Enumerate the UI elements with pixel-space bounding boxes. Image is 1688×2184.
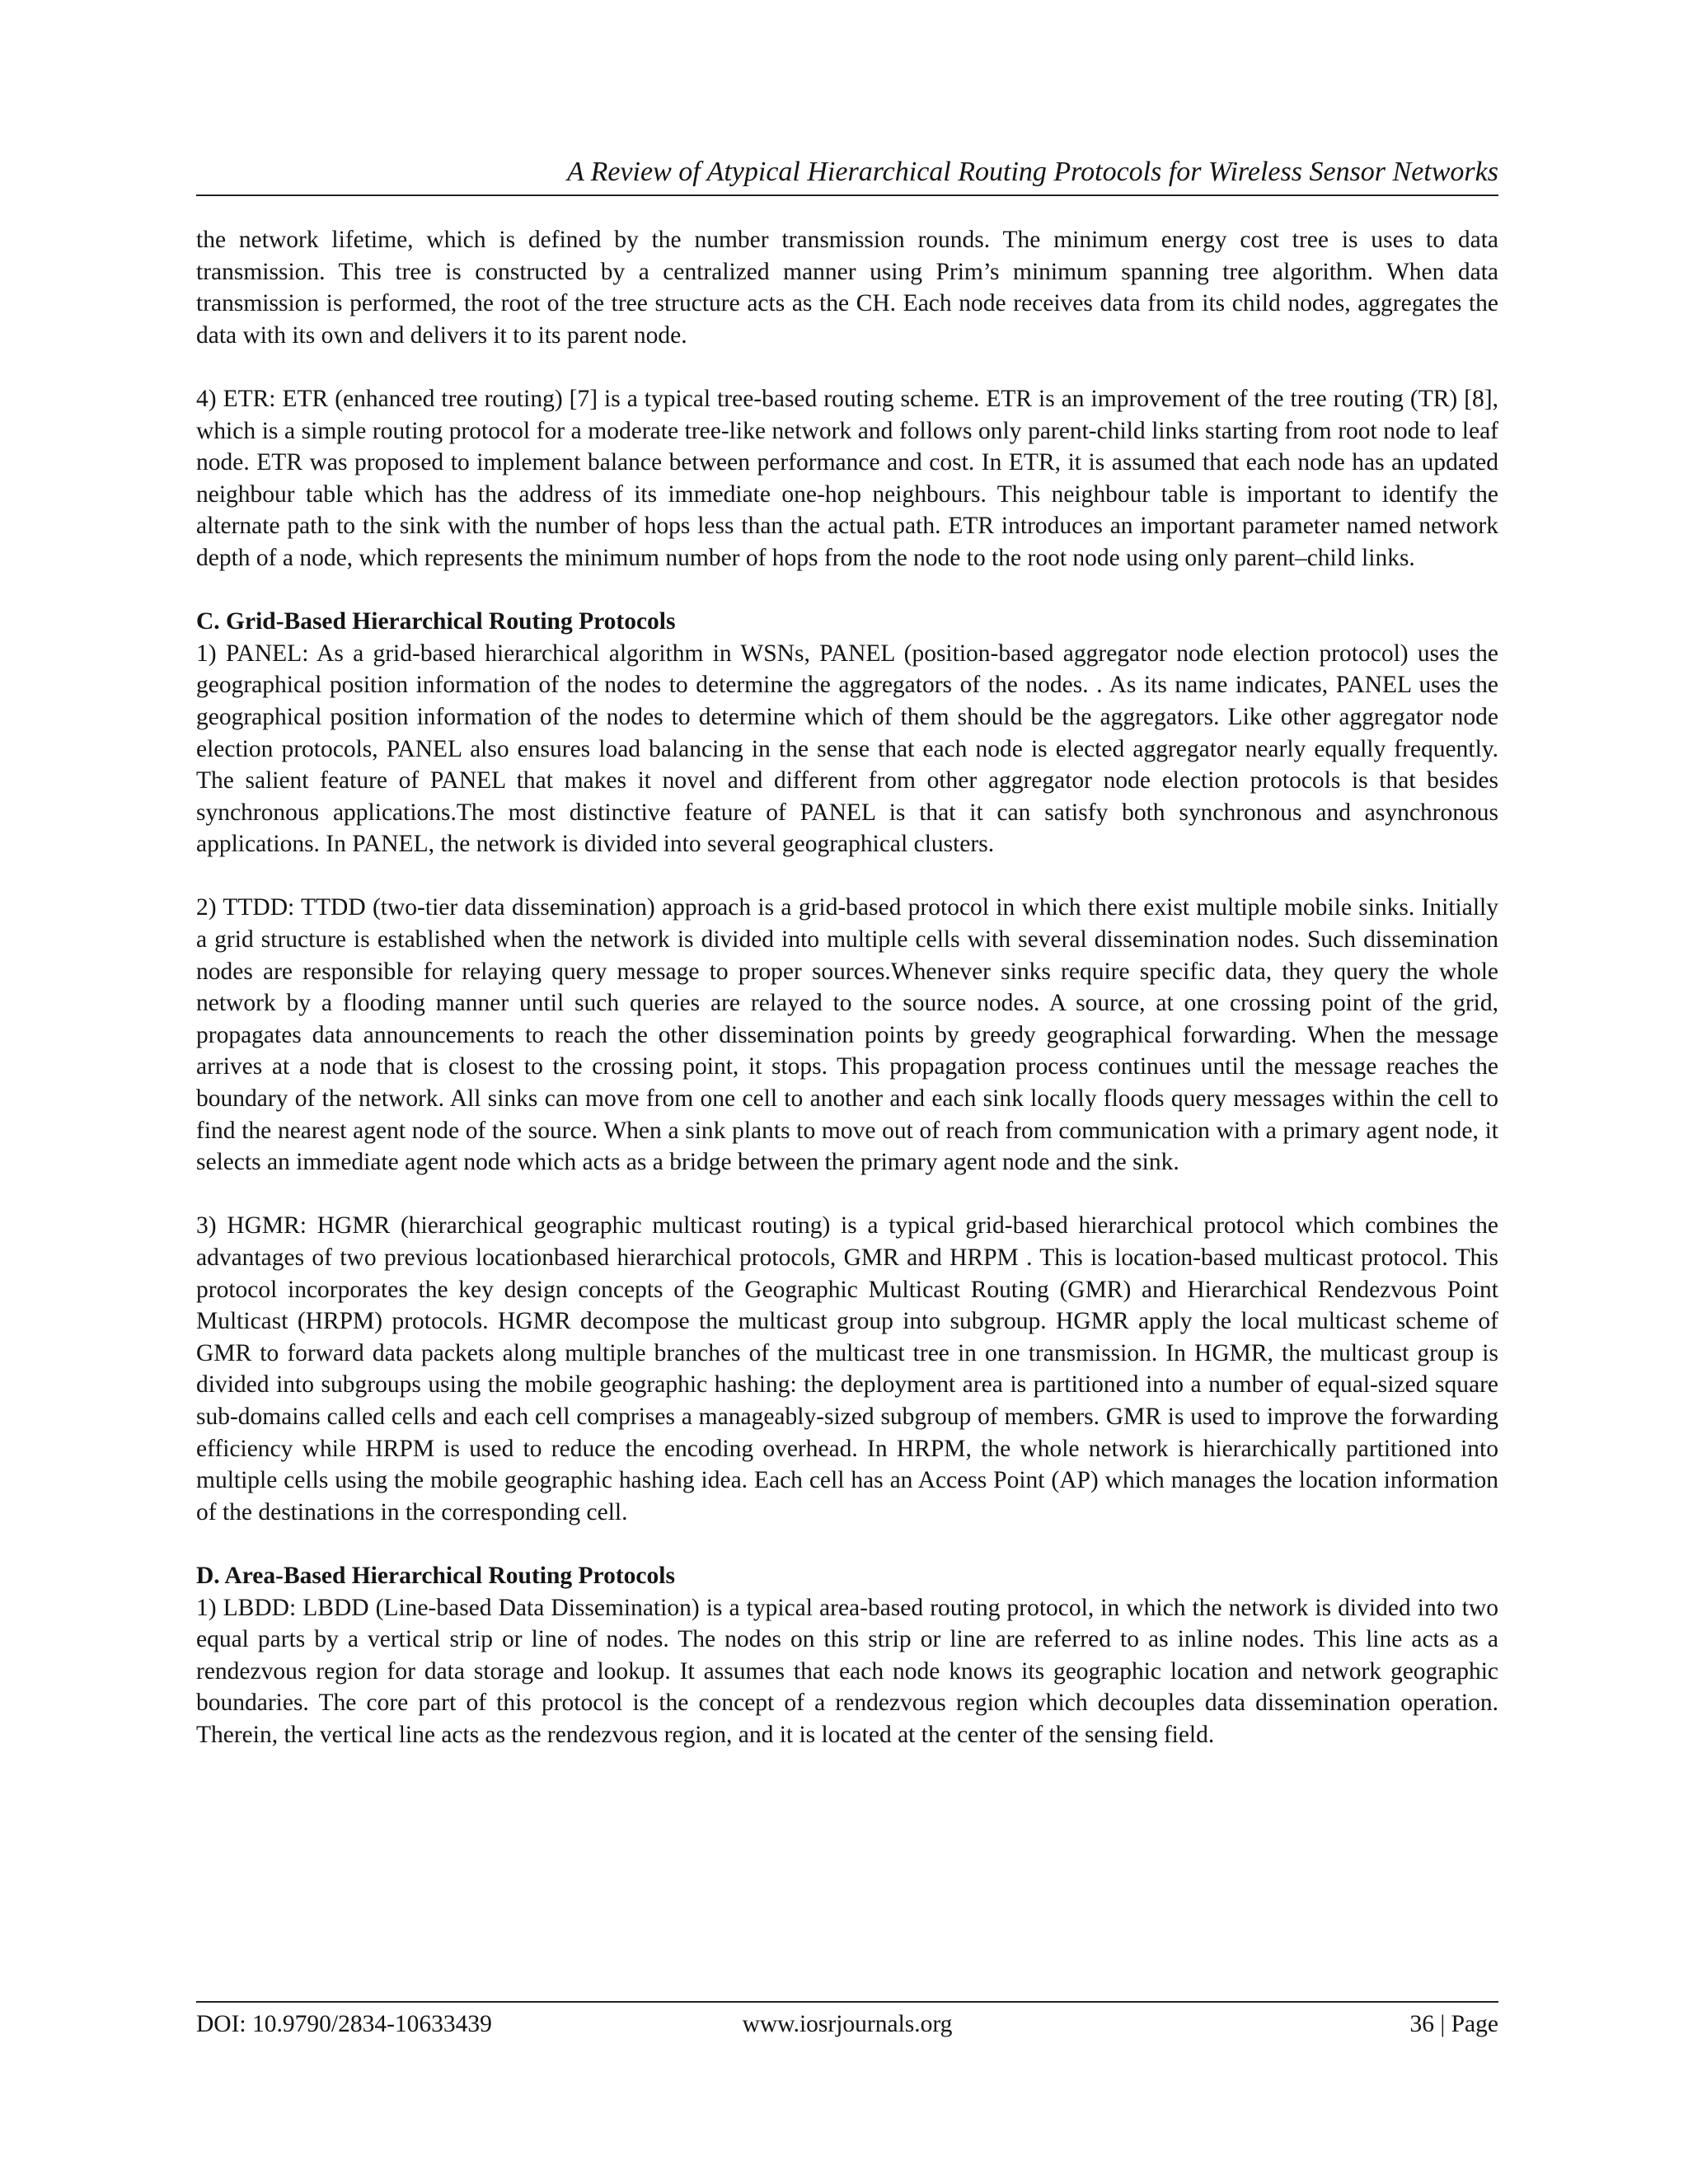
journal-page [196, 0, 1498, 2184]
paragraph-gap [196, 1528, 1498, 1560]
paragraph-gap [196, 351, 1498, 383]
paragraph-etr: 4) ETR: ETR (enhanced tree routing) [7] is a typical tree-based routing scheme. ETR is an improvement of the tree routing (TR) [8], which is a simple routing protocol for a moderate tree-like network and follows only parent-child links starting from root node to leaf node. ETR was proposed to implement balance between performance and cost. In ETR, it is assumed that each node has an updated neighbour table which has the address of its immediate one-hop neighbours. This neighbour table is important to identify the alternate path to the sink with the number of hops less than the actual path. ETR introduces an important parameter named network depth of a node, which represents the minimum number of hops from the node to the root node using only parent–child links. [196, 385, 1498, 571]
paragraph-ttdd: 2) TTDD: TTDD (two-tier data dissemination) approach is a grid-based protocol in which there exist multiple mobile sinks. Initially a grid structure is established when the network is divided into multiple cells with several dissemination nodes. Such dissemination nodes are responsible for relaying query message to proper sources.Whenever sinks require specific data, they query the whole network by a flooding manner until such queries are relayed to the source nodes. A source, at one crossing point of the grid, propagates data announcements to reach the other dissemination points by greedy geographical forwarding. When the message arrives at a node that is closest to the crossing point, it stops. This propagation process continues until the message reaches the boundary of the network. All sinks can move from one cell to another and each sink locally floods query messages within the cell to find the nearest agent node of the source. When a sink plants to move out of reach from communication with a primary agent node, it selects an immediate agent node which acts as a bridge between the primary agent node and the sink. [196, 894, 1498, 1176]
footer-page-number: 36 | Page [1409, 2011, 1498, 2037]
paragraph-gap [196, 1179, 1498, 1211]
paragraph-network-lifetime: the network lifetime, which is defined by the number transmission rounds. The minimum energy cost tree is uses to data transmission. This tree is constructed by a centralized manner using Prim’s minimum spanning tree algorithm. When data transmission is performed, the root of the tree structure acts as the CH. Each node receives data from its child nodes, aggregates the data with its own and delivers it to its parent node. [196, 227, 1498, 349]
paragraph-gap [196, 860, 1498, 893]
paragraph-hgmr: 3) HGMR: HGMR (hierarchical geographic multicast routing) is a typical grid-based hierarchical protocol which combines the advantages of two previous locationbased hierarchical protocols, GMR and HRPM . This is location-based multicast protocol. This protocol incorporates the key design concepts of the Geographic Multicast Routing (GMR) and Hierarchical Rendezvous Point Multicast (HRPM) protocols. HGMR decompose the multicast group into subgroup. HGMR apply the local multicast scheme of GMR to forward data packets along multiple branches of the multicast tree in one transmission. In HGMR, the multicast group is divided into subgroups using the mobile geographic hashing: the deployment area is partitioned into a number of equal-sized square sub-domains called cells and each cell comprises a manageably-sized subgroup of members. GMR is used to improve the forwarding efficiency while HRPM is used to reduce the encoding overhead. In HRPM, the whole network is hierarchically partitioned into multiple cells using the mobile geographic hashing idea. Each cell has an Access Point (AP) which manages the location information of the destinations in the corresponding cell. [196, 1212, 1498, 1526]
header-rule [196, 194, 1498, 196]
footer-doi: DOI: 10.9790/2834-10633439 [196, 2011, 492, 2037]
page-footer [196, 2008, 1498, 2041]
section-heading-grid-based: C. Grid-Based Hierarchical Routing Protocols [196, 608, 676, 635]
section-heading-area-based: D. Area-Based Hierarchical Routing Protocols [196, 1562, 675, 1589]
running-header: A Review of Atypical Hierarchical Routing Protocols for Wireless Sensor Networks [566, 157, 1498, 187]
paragraph-lbdd: 1) LBDD: LBDD (Line-based Data Dissemination) is a typical area-based routing protocol, in which the network is divided into two equal parts by a vertical strip or line of nodes. The nodes on this strip or line are referred to as inline nodes. This line acts as a rendezvous region for data storage and lookup. It assumes that each node knows its geographic location and network geographic boundaries. The core part of this protocol is the concept of a rendezvous region which decouples data dissemination operation. Therein, the vertical line acts as the rendezvous region, and it is located at the center of the sensing field. [196, 1594, 1498, 1748]
footer-website: www.iosrjournals.org [742, 2011, 953, 2037]
article-body [196, 224, 1498, 1751]
paragraph-panel: 1) PANEL: As a grid-based hierarchical algorithm in WSNs, PANEL (position-based aggregator node election protocol) uses the geographical position information of the nodes to determine the aggregators of the nodes. . As its name indicates, PANEL uses the geographical position information of the nodes to determine which of them should be the aggregators. Like other aggregator node election protocols, PANEL also ensures load balancing in the sense that each node is elected aggregator nearly equally frequently. The salient feature of PANEL that makes it novel and different from other aggregator node election protocols is that besides synchronous applications.The most distinctive feature of PANEL is that it can satisfy both synchronous and asynchronous applications. In PANEL, the network is divided into several geographical clusters. [196, 640, 1498, 858]
footer-rule [196, 2001, 1498, 2003]
paragraph-gap [196, 574, 1498, 607]
